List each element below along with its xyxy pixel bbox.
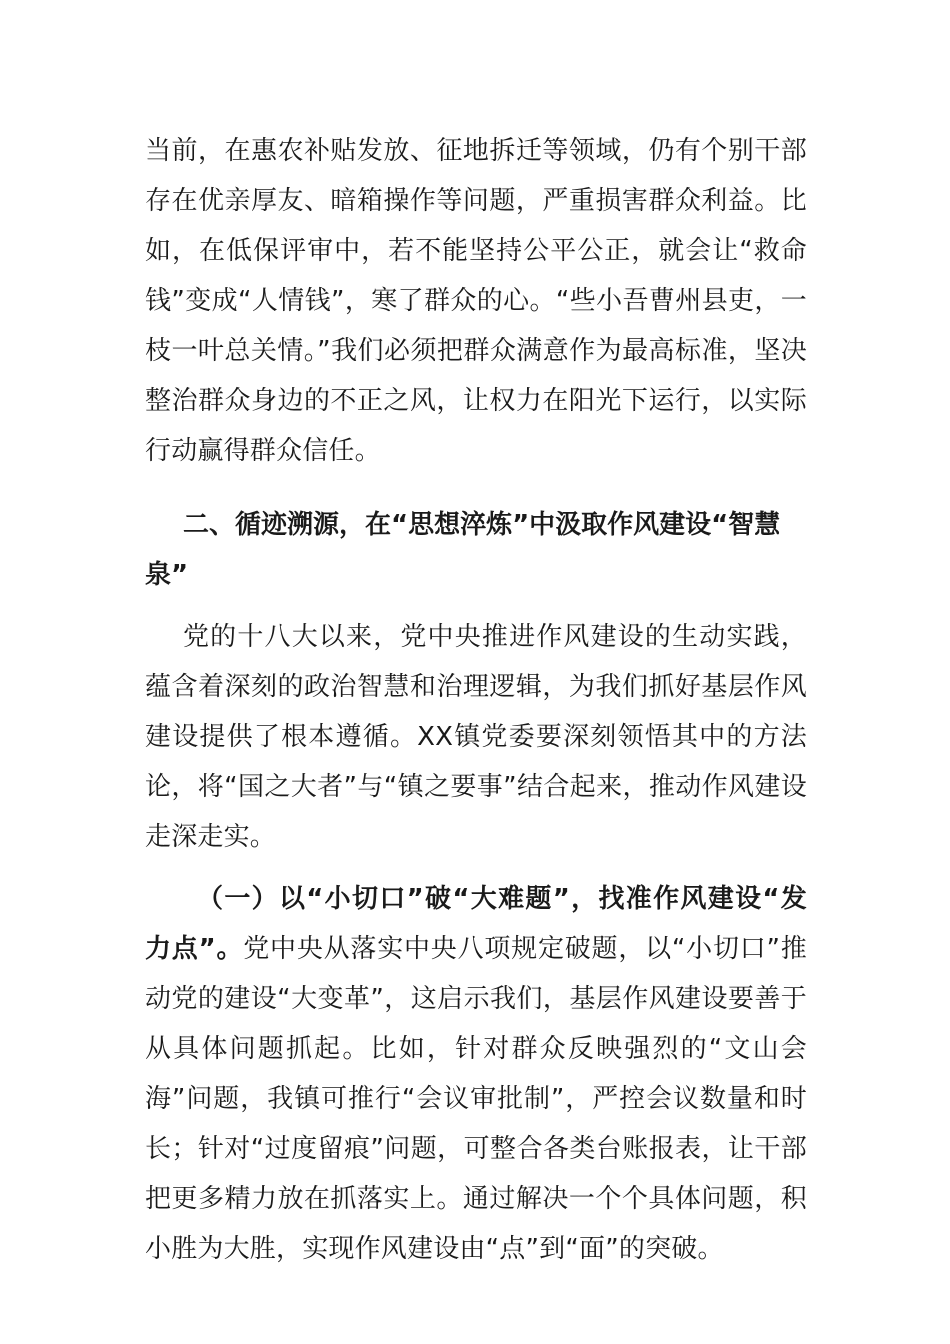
- document-body: [145, 126, 807, 1274]
- paragraph-gap: [145, 476, 807, 488]
- paragraph-intro: 当前，在惠农补贴发放、征地拆迁等领域，仍有个别干部存在优亲厚友、暗箱操作等问题，严重损害群众利益。比如，在低保评审中，若不能坚持公平公正，就会让“救命钱”变成“人情钱”，寒了群众的心。“些小吾曹州县吏，一枝一叶总关情。”我们必须把群众满意作为最高标准，坚决整治群众身边的不正之风，让权力在阳光下运行，以实际行动赢得群众信任。: [145, 136, 807, 466]
- paragraph-section-2: 党的十八大以来，党中央推进作风建设的生动实践，蕴含着深刻的政治智慧和治理逻辑，为我们抓好基层作风建设提供了根本遵循。XX镇党委要深刻领悟其中的方法论，将“国之大者”与“镇之要事”结合起来，推动作风建设走深走实。: [145, 622, 807, 852]
- subsection-body-1: 党中央从落实中央八项规定破题，以“小切口”推动党的建设“大变革”，这启示我们，基层作风建设要善于从具体问题抓起。比如，针对群众反映强烈的“文山会海”问题，我镇可推行“会议审批制”，严控会议数量和时长；针对“过度留痕”问题，可整合各类台账报表，让干部把更多精力放在抓落实上。通过解决一个个具体问题，积小胜为大胜，实现作风建设由“点”到“面”的突破。: [145, 934, 808, 1264]
- paragraph-gap: [145, 862, 807, 874]
- subsection-heading-1: （一）以“小切口”破“大难题”，找准作风建设“发力点”。: [145, 884, 807, 964]
- section-heading-2: 二、循迹溯源，在“思想淬炼”中汲取作风建设“智慧泉”: [145, 510, 781, 590]
- paragraph-subsection-1: [145, 874, 807, 1274]
